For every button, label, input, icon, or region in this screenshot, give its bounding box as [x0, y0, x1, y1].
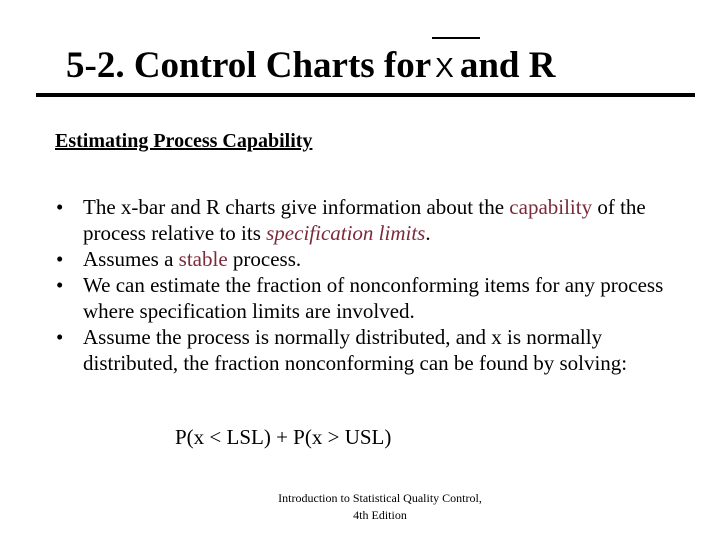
- bullet-text: We can estimate the fraction of nonconforming items for any process where specification limits are involved.: [83, 273, 664, 323]
- bullet-text: The x-bar and R charts give information about the: [83, 195, 510, 219]
- highlight-specification-limits: specification limits: [266, 221, 426, 245]
- bullet-text: Assumes a: [83, 247, 179, 271]
- title-suffix: and R: [459, 45, 556, 86]
- bullet-item: [56, 324, 696, 376]
- bullet-marker: •: [56, 195, 64, 219]
- footer-citation: [230, 490, 530, 524]
- bullet-list: [56, 194, 696, 376]
- overbar: [432, 37, 480, 39]
- highlight-stable: stable: [178, 247, 228, 271]
- bullet-text: of the process relative to its: [83, 195, 646, 245]
- highlight-capability: capability: [509, 195, 593, 219]
- probability-formula: P(x < LSL) + P(x > USL): [175, 425, 392, 449]
- bullet-item: [56, 272, 696, 324]
- bullet-marker: •: [56, 325, 64, 349]
- title-prefix: 5-2. Control Charts for: [66, 45, 432, 86]
- x-symbol: X: [435, 52, 454, 83]
- bullet-item: [56, 246, 696, 272]
- bullet-text: .: [425, 221, 431, 245]
- section-heading: Estimating Process Capability: [55, 130, 313, 152]
- footer-line: 4th Edition: [353, 508, 407, 522]
- slide-title: [66, 40, 556, 94]
- bullet-text: process.: [227, 247, 302, 271]
- bullet-item: [56, 194, 696, 246]
- bullet-marker: •: [56, 273, 64, 297]
- bullet-marker: •: [56, 247, 64, 271]
- x-bar-symbol: [435, 42, 454, 94]
- bullet-text: Assume the process is normally distributed, and x is normally distributed, the fraction nonconforming can be found by solving:: [83, 325, 628, 375]
- footer-line: Introduction to Statistical Quality Control,: [278, 491, 482, 505]
- title-divider: [36, 93, 695, 97]
